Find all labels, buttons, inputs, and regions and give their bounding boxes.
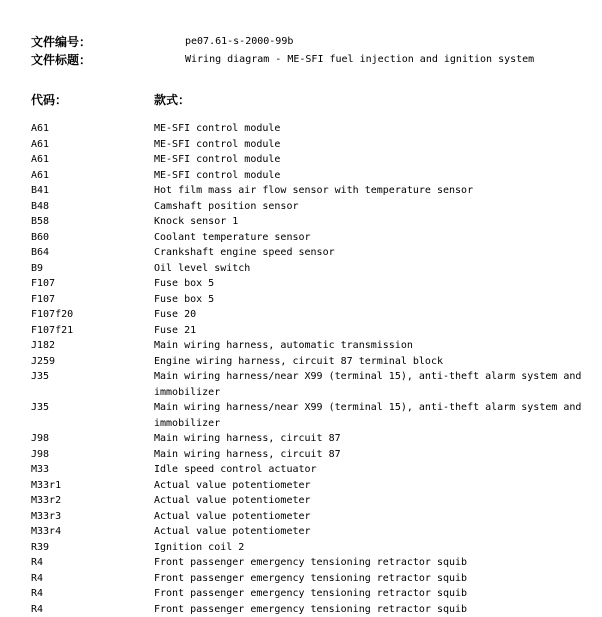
code-column-header: 代码： (31, 92, 67, 108)
component-code: B60 (31, 230, 49, 246)
table-row (31, 586, 591, 602)
component-code: R4 (31, 555, 43, 571)
component-description: Idle speed control actuator (154, 462, 584, 478)
table-row (31, 292, 591, 308)
component-description: Actual value potentiometer (154, 524, 584, 540)
table-row (31, 338, 591, 354)
doc-number-row (31, 34, 591, 50)
table-row (31, 431, 591, 447)
table-row (31, 524, 591, 540)
table-row (31, 323, 591, 339)
component-code: M33 (31, 462, 49, 478)
component-description: Actual value potentiometer (154, 493, 584, 509)
component-code: R4 (31, 602, 43, 617)
component-code: M33r2 (31, 493, 61, 509)
table-row (31, 152, 591, 168)
table-row (31, 369, 591, 400)
doc-title-row (31, 52, 591, 68)
component-description: Fuse 20 (154, 307, 584, 323)
component-code: F107 (31, 292, 55, 308)
component-description: Crankshaft engine speed sensor (154, 245, 584, 261)
component-description: Front passenger emergency tensioning retractor squib (154, 602, 584, 617)
component-code: M33r3 (31, 509, 61, 525)
component-code: R4 (31, 586, 43, 602)
table-row (31, 307, 591, 323)
table-row (31, 230, 591, 246)
table-row (31, 509, 591, 525)
component-description: Front passenger emergency tensioning retractor squib (154, 555, 584, 571)
component-code: B48 (31, 199, 49, 215)
component-description: Ignition coil 2 (154, 540, 584, 556)
component-description: Coolant temperature sensor (154, 230, 584, 246)
table-row (31, 245, 591, 261)
table-row (31, 400, 591, 431)
component-code: J35 (31, 369, 49, 385)
component-code: B58 (31, 214, 49, 230)
component-description: ME-SFI control module (154, 121, 584, 137)
component-description: Main wiring harness, circuit 87 (154, 447, 584, 463)
doc-number-value: pe07.61-s-2000-99b (185, 35, 293, 49)
component-code: J98 (31, 431, 49, 447)
doc-title-label: 文件标题： (31, 52, 91, 68)
doc-number-label: 文件编号： (31, 34, 91, 50)
component-code: A61 (31, 121, 49, 137)
component-code: A61 (31, 152, 49, 168)
component-code: A61 (31, 168, 49, 184)
table-row (31, 462, 591, 478)
component-code: R4 (31, 571, 43, 587)
table-row (31, 121, 591, 137)
component-description: Front passenger emergency tensioning retractor squib (154, 571, 584, 587)
component-description: Main wiring harness/near X99 (terminal 15), anti-theft alarm system and immobilizer (154, 369, 584, 400)
table-row (31, 540, 591, 556)
component-table (31, 121, 591, 617)
table-row (31, 137, 591, 153)
component-description: Camshaft position sensor (154, 199, 584, 215)
component-description: Main wiring harness/near X99 (terminal 15), anti-theft alarm system and immobilizer (154, 400, 584, 431)
table-row (31, 493, 591, 509)
component-description: Hot film mass air flow sensor with temperature sensor (154, 183, 584, 199)
table-row (31, 168, 591, 184)
component-description: Engine wiring harness, circuit 87 terminal block (154, 354, 584, 370)
table-row (31, 571, 591, 587)
table-row (31, 354, 591, 370)
table-row (31, 183, 591, 199)
component-description: ME-SFI control module (154, 152, 584, 168)
component-code: B9 (31, 261, 43, 277)
component-code: F107 (31, 276, 55, 292)
table-row (31, 214, 591, 230)
table-row (31, 555, 591, 571)
component-description: Fuse box 5 (154, 292, 584, 308)
component-code: A61 (31, 137, 49, 153)
component-code: F107f20 (31, 307, 73, 323)
component-description: ME-SFI control module (154, 137, 584, 153)
component-description: Main wiring harness, automatic transmission (154, 338, 584, 354)
component-code: B64 (31, 245, 49, 261)
component-description: Actual value potentiometer (154, 478, 584, 494)
component-code: J35 (31, 400, 49, 416)
component-description: Actual value potentiometer (154, 509, 584, 525)
desc-column-header: 款式： (154, 92, 190, 108)
component-code: R39 (31, 540, 49, 556)
component-code: F107f21 (31, 323, 73, 339)
component-code: J259 (31, 354, 55, 370)
component-description: Fuse 21 (154, 323, 584, 339)
component-description: Main wiring harness, circuit 87 (154, 431, 584, 447)
component-description: Fuse box 5 (154, 276, 584, 292)
table-row (31, 447, 591, 463)
component-code: M33r1 (31, 478, 61, 494)
table-row (31, 478, 591, 494)
table-row (31, 276, 591, 292)
component-code: J182 (31, 338, 55, 354)
table-row (31, 261, 591, 277)
component-code: M33r4 (31, 524, 61, 540)
component-code: B41 (31, 183, 49, 199)
component-description: Front passenger emergency tensioning retractor squib (154, 586, 584, 602)
table-row (31, 199, 591, 215)
doc-title-value: Wiring diagram - ME-SFI fuel injection and ignition system (185, 53, 534, 67)
component-code: J98 (31, 447, 49, 463)
component-description: ME-SFI control module (154, 168, 584, 184)
component-description: Knock sensor 1 (154, 214, 584, 230)
component-description: Oil level switch (154, 261, 584, 277)
